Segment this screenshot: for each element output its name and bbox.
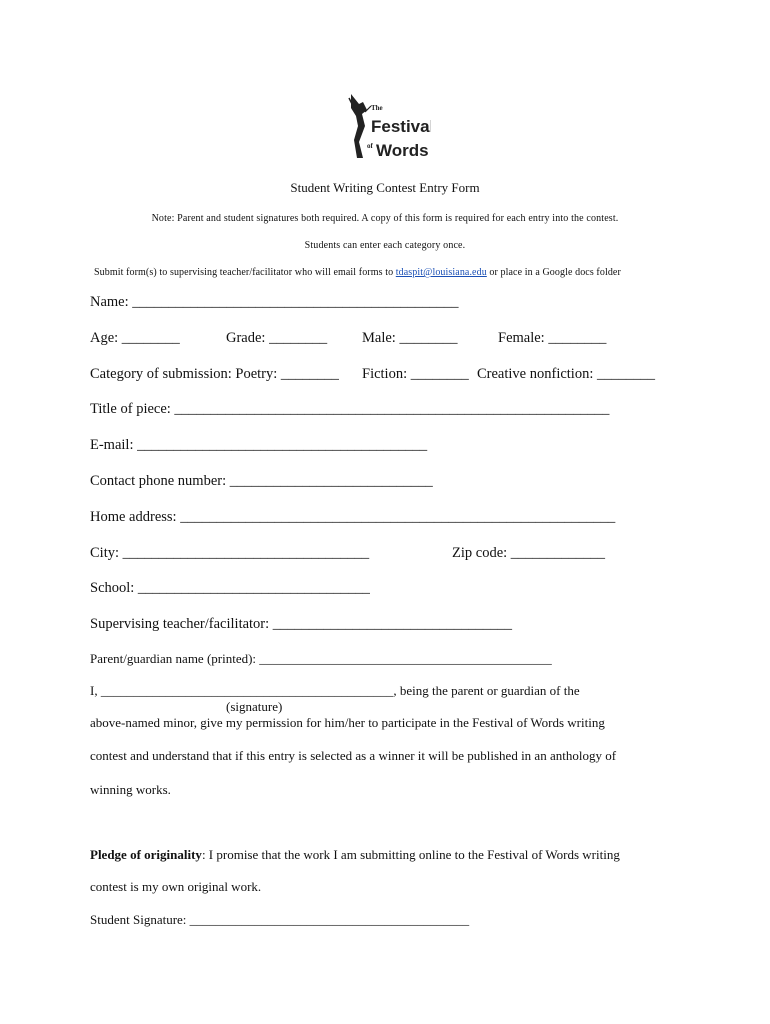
grade-field[interactable]: Grade: ________ bbox=[226, 330, 328, 346]
permission-line-4: winning works. bbox=[90, 782, 171, 797]
pledge-line-2: contest is my own original work. bbox=[90, 879, 262, 894]
logo-text-festival: Festival bbox=[371, 117, 431, 136]
name-field[interactable]: Name: _____________________________________________ bbox=[90, 294, 459, 310]
signature-label: (signature) bbox=[226, 699, 283, 714]
category-note: Students can enter each category once. bbox=[304, 240, 466, 251]
permission-line-1[interactable]: I, _____________________________________________, being the parent or guardian of the bbox=[90, 683, 580, 698]
email-field[interactable]: E-mail: ________________________________________ bbox=[90, 437, 428, 453]
category-nonfiction-field[interactable]: Creative nonfiction: ________ bbox=[477, 366, 655, 382]
phone-field[interactable]: Contact phone number: ____________________________ bbox=[90, 473, 433, 489]
school-field[interactable]: School: ________________________________ bbox=[90, 580, 370, 596]
pledge-line-1 bbox=[90, 847, 620, 863]
zip-field[interactable]: Zip code: _____________ bbox=[452, 545, 606, 561]
signature-note: Note: Parent and student signatures both required. A copy of this form is required for each entry into the contest. bbox=[151, 213, 619, 224]
male-field[interactable]: Male: ________ bbox=[362, 330, 458, 346]
category-fiction-field[interactable]: Fiction: ________ bbox=[362, 366, 469, 382]
parent-name-field[interactable]: Parent/guardian name (printed): _____________________________________________ bbox=[90, 651, 552, 666]
logo-graphic bbox=[345, 92, 431, 162]
form-title: Student Writing Contest Entry Form bbox=[290, 180, 480, 195]
category-poetry-field[interactable]: Category of submission: Poetry: ________ bbox=[90, 366, 339, 382]
submit-prefix: Submit form(s) to supervising teacher/facilitator who will email forms to bbox=[94, 267, 396, 278]
city-field[interactable]: City: __________________________________ bbox=[90, 545, 370, 561]
logo-text-the: The bbox=[371, 104, 383, 112]
student-signature-field[interactable]: Student Signature: ___________________________________________ bbox=[90, 912, 470, 927]
teacher-field[interactable]: Supervising teacher/facilitator: _________________________________ bbox=[90, 616, 513, 632]
permission-line-3: contest and understand that if this entry is selected as a winner it will be published in an anthology of bbox=[90, 748, 617, 763]
email-link[interactable]: tdaspit@louisiana.edu bbox=[395, 267, 487, 278]
age-field[interactable]: Age: ________ bbox=[90, 330, 180, 346]
submit-suffix: or place in a Google docs folder bbox=[486, 267, 621, 278]
pledge-label: Pledge of originality bbox=[90, 847, 202, 862]
permission-line-2: above-named minor, give my permission for him/her to participate in the Festival of Words writing bbox=[90, 715, 605, 730]
pledge-text-1: : I promise that the work I am submitting online to the Festival of Words writing bbox=[201, 847, 620, 862]
submit-instructions bbox=[94, 267, 621, 278]
festival-of-words-logo bbox=[345, 92, 431, 162]
female-field[interactable]: Female: ________ bbox=[498, 330, 607, 346]
title-field[interactable]: Title of piece: ____________________________________________________________ bbox=[90, 401, 610, 417]
logo-text-words: Words bbox=[376, 141, 429, 160]
logo-text-of: of bbox=[367, 142, 373, 150]
address-field[interactable]: Home address: ____________________________________________________________ bbox=[90, 509, 616, 525]
